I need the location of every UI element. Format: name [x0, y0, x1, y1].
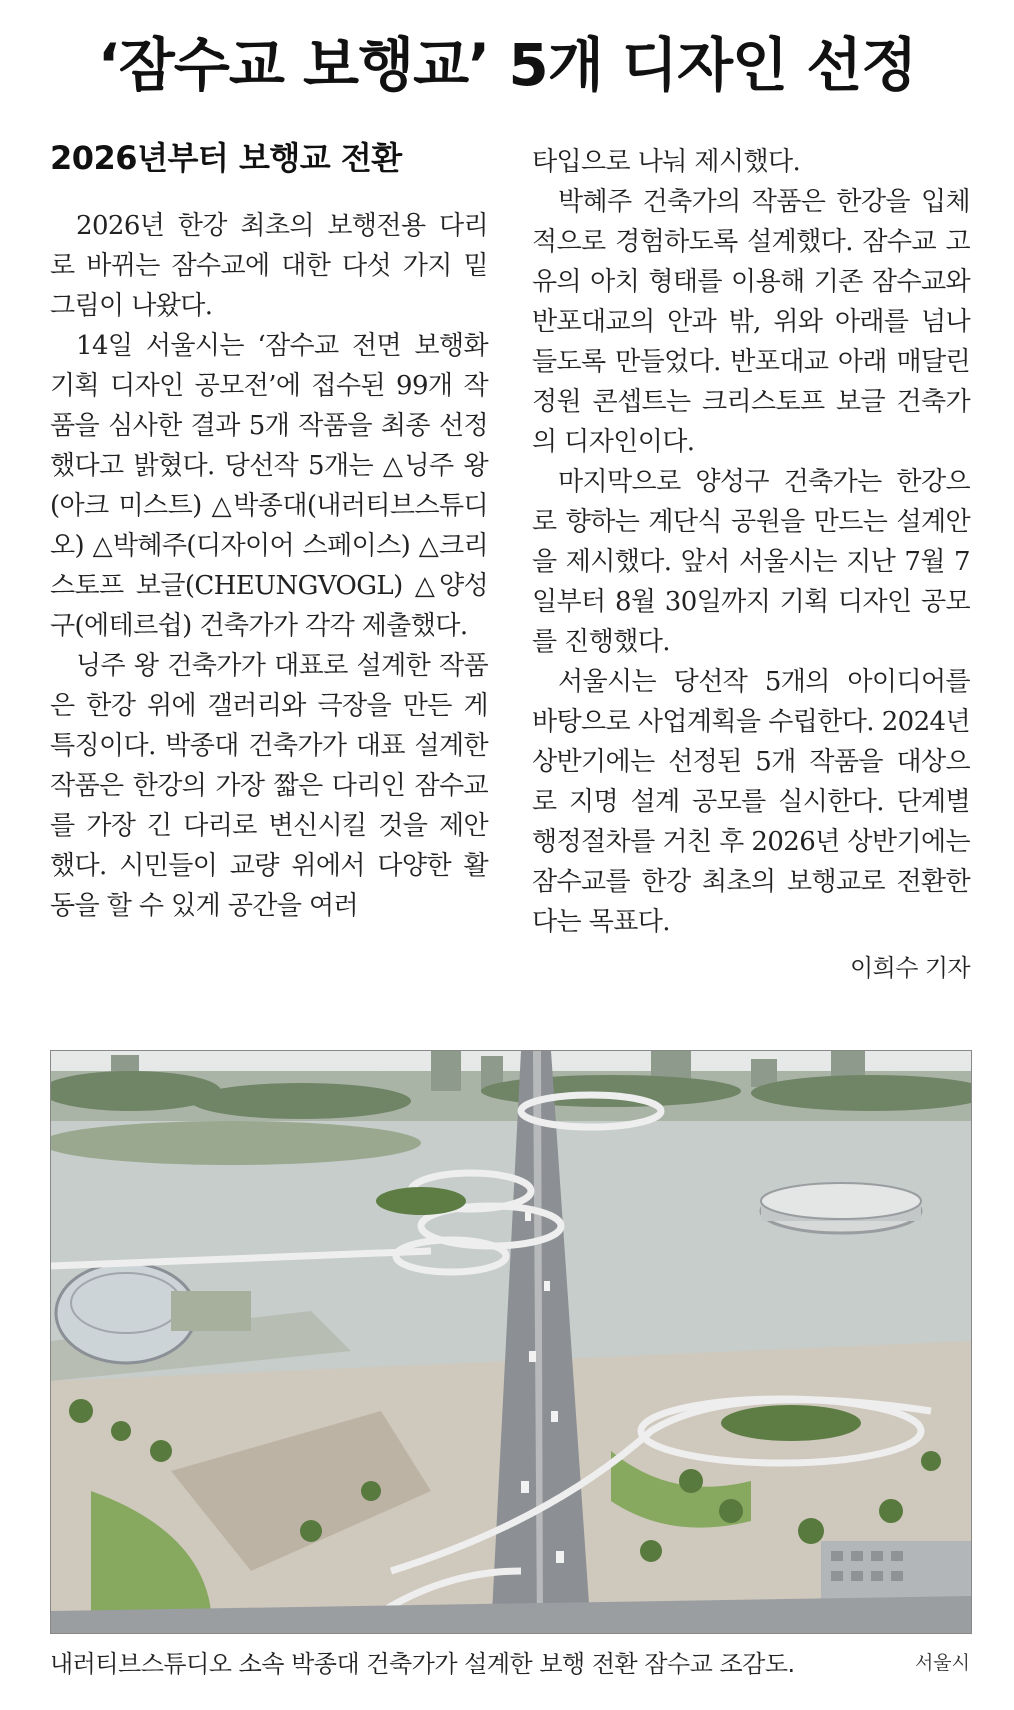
article-column-left — [50, 130, 488, 926]
article-column-right — [532, 142, 970, 988]
paragraph: 2026년 한강 최초의 보행전용 다리로 바뀌는 잠수교에 대한 다섯 가지 밑그림이 나왔다. — [50, 211, 488, 321]
bridge-rendering-illustration — [51, 1051, 971, 1633]
photo-caption-bar — [50, 1640, 970, 1680]
paragraph-continuation: 타입으로 나눠 제시했다. — [532, 147, 801, 177]
paragraph: 마지막으로 양성구 건축가는 한강으로 향하는 계단식 공원을 만드는 설계안을 제시했다. 앞서 서울시는 지난 7월 7일부터 8월 30일까지 기획 디자인 공모를 진행했다. — [532, 467, 970, 657]
paragraph: 닝주 왕 건축가가 대표로 설계한 작품은 한강 위에 갤러리와 극장을 만든 게 특징이다. 박종대 건축가가 대표 설계한 작품은 한강의 가장 짧은 다리인 잠수교를 가장 긴 다리로 변신시킬 것을 제안했다. 시민들이 교량 위에서 다양한 활동을 할 수 있게 공간을 여러 — [50, 651, 488, 921]
garden — [721, 1405, 861, 1441]
garden — [376, 1187, 466, 1215]
paragraph: 서울시는 당선작 5개의 아이디어를 바탕으로 사업계획을 수립한다. 2024년 상반기에는 선정된 5개 작품을 대상으로 지명 설계 공모를 실시한다. 단계별 행정절차를 거친 후 2026년 상반기에는 잠수교를 한강 최초의 보행교로 전환한다는 목표다. — [532, 667, 970, 937]
bridge-rendering-photo — [50, 1050, 972, 1634]
island — [51, 1121, 421, 1165]
paragraph: 14일 서울시는 ‘잠수교 전면 보행화 기획 디자인 공모전’에 접수된 99개 작품을 심사한 결과 5개 작품을 최종 선정했다고 밝혔다. 당선작 5개는 △닝주 왕(아크 미스트) △박종대(내러티브스튜디오) △박혜주(디자이어 스페이스) △크리스토프 보글(CHEUNGVOGL) △양성구(에테르쉽) 건축가가 각각 제출했다. — [50, 331, 488, 641]
photo-caption: 내러티브스튜디오 소속 박종대 건축가가 설계한 보행 전환 잠수교 조감도. — [50, 1650, 795, 1678]
subheading: 2026년부터 보행교 전환 — [50, 139, 402, 177]
headline: ‘잠수교 보행교’ 5개 디자인 선정 — [97, 31, 917, 99]
photo-credit: 서울시 — [914, 1652, 970, 1674]
byline: 이희수 기자 — [850, 954, 970, 982]
left-trees — [171, 1291, 251, 1331]
paragraph: 박혜주 건축가의 작품은 한강을 입체적으로 경험하도록 설계했다. 잠수교 고유의 아치 형태를 이용해 기존 잠수교와 반포대교의 안과 밖, 위와 아래를 넘나들도록 만들었다. 반포대교 아래 매달린 정원 콘셉트는 크리스토프 보글 건축가의 디자인이다. — [532, 187, 970, 457]
